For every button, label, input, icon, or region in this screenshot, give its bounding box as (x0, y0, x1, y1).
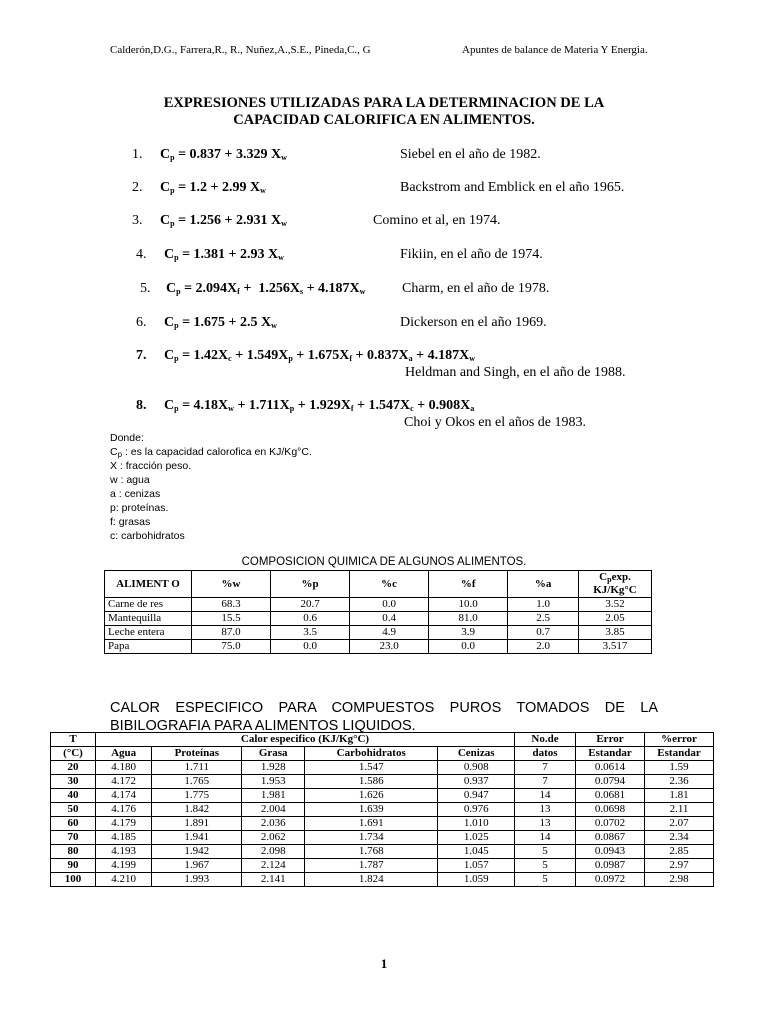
equation-7-ref: Heldman and Singh, en el año de 1988. (405, 365, 626, 380)
legend-heading: Donde: (110, 432, 144, 444)
table-cell: 1.842 (152, 803, 242, 817)
table-cell: 7 (515, 761, 576, 775)
header-authors: Calderón,D.G., Farrera,R., R., Nuñez,A.,S.E., Pineda,C., G (110, 44, 371, 56)
legend-a: a : cenizas (110, 488, 161, 500)
table-row (51, 873, 714, 887)
composition-caption: COMPOSICION QUIMICA DE ALGUNOS ALIMENTOS. (241, 556, 527, 568)
legend-p: p: proteínas. (110, 502, 169, 514)
table-cell: 1.626 (305, 789, 438, 803)
legend-c: c: carbohidratos (110, 530, 185, 542)
col-header: %c (350, 571, 429, 598)
table-row (51, 845, 714, 859)
table-cell: 0.0987 (576, 859, 645, 873)
table-cell: 2.141 (242, 873, 305, 887)
table-cell: 0.937 (438, 775, 515, 789)
table-cell: 2.36 (645, 775, 714, 789)
table-cell: 1.734 (305, 831, 438, 845)
table-row (105, 626, 652, 640)
equation-number: 4. (136, 247, 147, 262)
table-cell: 0.908 (438, 761, 515, 775)
specific-heat-table (50, 732, 714, 887)
table-cell: 87.0 (192, 626, 271, 640)
equation-8: 8. $C_p = 4.18X_w + 1.711X_p + 1.929X_f + 1.547X_c + 0.908X_a$ (136, 398, 475, 413)
col-header: Proteínas (152, 747, 242, 761)
table-cell: 0.0 (271, 640, 350, 654)
table-cell: 2.5 (508, 612, 579, 626)
table-cell: 1.045 (438, 845, 515, 859)
table-cell: 0.6 (271, 612, 350, 626)
table-row (51, 803, 714, 817)
table-cell: 5 (515, 873, 576, 887)
col-header: %f (429, 571, 508, 598)
table-cell: 4.210 (96, 873, 152, 887)
table-cell: 1.787 (305, 859, 438, 873)
temperature-cell: 90 (51, 859, 96, 873)
table-cell: 7 (515, 775, 576, 789)
table-cell: 23.0 (350, 640, 429, 654)
equation-2: 2. $C_p = 1.2 + 2.99$ $X_w$ (132, 180, 266, 195)
table-cell: 1.586 (305, 775, 438, 789)
legend-f: f: grasas (110, 516, 151, 528)
equation-5-ref: Charm, en el año de 1978. (402, 281, 550, 296)
table-cell: 1.711 (152, 761, 242, 775)
equation-3: 3. $C_p = 1.256 + 2.931$ $X_w$ (132, 213, 287, 228)
specific-heat-caption: CALOR ESPECIFICO PARA COMPUESTOS PUROS TOMADOS DE LA BIBILOGRAFIA PARA ALIMENTOS LIQUIDOS. (110, 700, 658, 734)
equation-2-ref: Backstrom and Emblick en el año 1965. (400, 180, 625, 195)
col-header-pct: %error (645, 733, 714, 747)
food-name-cell: Mantequilla (105, 612, 192, 626)
temperature-cell: 30 (51, 775, 96, 789)
col-header: %p (271, 571, 350, 598)
equation-7: 7. $C_p = 1.42X_c + 1.549X_p + 1.675X_f + 0.837X_a + 4.187X_w$ (136, 348, 476, 363)
table-cell: 75.0 (192, 640, 271, 654)
table-row (105, 640, 652, 654)
table-cell: 1.993 (152, 873, 242, 887)
table-cell: 1.824 (305, 873, 438, 887)
food-name-cell: Papa (105, 640, 192, 654)
table-cell: 0.0681 (576, 789, 645, 803)
table-cell: 0.947 (438, 789, 515, 803)
table-cell: 2.098 (242, 845, 305, 859)
table-row (105, 598, 652, 612)
table-cell: 2.07 (645, 817, 714, 831)
page-title-line2: CAPACIDAD CALORIFICA EN ALIMENTOS. (233, 112, 535, 128)
table-cell: 1.059 (438, 873, 515, 887)
table-cell: 3.517 (579, 640, 652, 654)
table-cell: 2.85 (645, 845, 714, 859)
table-cell: 4.172 (96, 775, 152, 789)
table-cell: 4.179 (96, 817, 152, 831)
table-cell: 1.0 (508, 598, 579, 612)
table-cell: 0.0972 (576, 873, 645, 887)
col-header-t: T (51, 733, 96, 747)
temperature-cell: 70 (51, 831, 96, 845)
col-header-cp: $C_p\exp$. KJ/Kg°C (579, 571, 652, 598)
table-row (51, 789, 714, 803)
table-cell: 1.639 (305, 803, 438, 817)
col-header-pct-2: Estandar (645, 747, 714, 761)
table-cell: 0.0943 (576, 845, 645, 859)
table-cell: 15.5 (192, 612, 271, 626)
table-cell: 1.057 (438, 859, 515, 873)
table-cell: 2.11 (645, 803, 714, 817)
table-row (51, 817, 714, 831)
table-cell: 81.0 (429, 612, 508, 626)
table-cell: 1.768 (305, 845, 438, 859)
equation-number: 2. (132, 180, 143, 195)
equation-1: 1. $C_p = 0.837 + 3.329$ $X_w$ (132, 147, 287, 162)
equation-1-ref: Siebel en el año de 1982. (400, 147, 541, 162)
equation-number: 5. (140, 281, 151, 296)
col-header: Agua (96, 747, 152, 761)
table-cell: 14 (515, 831, 576, 845)
temperature-cell: 40 (51, 789, 96, 803)
table-cell: 5 (515, 859, 576, 873)
table-cell: 0.0 (350, 598, 429, 612)
table-cell: 1.928 (242, 761, 305, 775)
temperature-cell: 60 (51, 817, 96, 831)
table-cell: 10.0 (429, 598, 508, 612)
table-cell: 1.010 (438, 817, 515, 831)
table-cell: 0.0698 (576, 803, 645, 817)
equation-number: 1. (132, 147, 143, 162)
col-header: Cenizas (438, 747, 515, 761)
table-cell: 1.81 (645, 789, 714, 803)
table-cell: 1.775 (152, 789, 242, 803)
table-cell: 1.025 (438, 831, 515, 845)
table-cell: 1.967 (152, 859, 242, 873)
table-cell: 13 (515, 817, 576, 831)
table-cell: 0.0867 (576, 831, 645, 845)
legend-cp: $C_p$ : es la capacidad calorofica en KJ/Kg°C. (110, 446, 312, 459)
col-header-err-2: Estandar (576, 747, 645, 761)
table-cell: 1.953 (242, 775, 305, 789)
table-cell: 2.98 (645, 873, 714, 887)
table-row (51, 831, 714, 845)
table-row (51, 761, 714, 775)
table-cell: 2.124 (242, 859, 305, 873)
col-header: Grasa (242, 747, 305, 761)
table-cell: 1.547 (305, 761, 438, 775)
page-number: 1 (380, 956, 388, 971)
table-cell: 3.9 (429, 626, 508, 640)
col-header: %w (192, 571, 271, 598)
table-cell: 0.0614 (576, 761, 645, 775)
table-cell: 4.185 (96, 831, 152, 845)
table-cell: 2.036 (242, 817, 305, 831)
equation-number: 3. (132, 213, 143, 228)
table-cell: 1.59 (645, 761, 714, 775)
legend-w: w : agua (110, 474, 150, 486)
equation-number: 7. (136, 348, 147, 363)
equation-8-ref: Choi y Okos en el años de 1983. (404, 415, 586, 430)
temperature-cell: 80 (51, 845, 96, 859)
table-cell: 0.0794 (576, 775, 645, 789)
equation-4-ref: Fikiin, en el año de 1974. (400, 247, 543, 262)
col-header: ALIMENT O (105, 571, 192, 598)
col-header-n-2: datos (515, 747, 576, 761)
equation-number: 6. (136, 315, 147, 330)
table-cell: 4.9 (350, 626, 429, 640)
table-cell: 20.7 (271, 598, 350, 612)
col-header: Carbohidratos (305, 747, 438, 761)
table-cell: 2.004 (242, 803, 305, 817)
table-row (105, 612, 652, 626)
table-cell: 2.0 (508, 640, 579, 654)
temperature-cell: 50 (51, 803, 96, 817)
table-cell: 4.193 (96, 845, 152, 859)
food-name-cell: Carne de res (105, 598, 192, 612)
table-row (51, 775, 714, 789)
equation-4: 4. $C_p = 1.381 + 2.93$ $X_w$ (136, 247, 284, 262)
table-cell: 1.981 (242, 789, 305, 803)
table-cell: 3.5 (271, 626, 350, 640)
table-cell: 13 (515, 803, 576, 817)
table-cell: 1.941 (152, 831, 242, 845)
table-cell: 1.942 (152, 845, 242, 859)
equation-3-ref: Comino et al, en 1974. (373, 213, 501, 228)
table-cell: 2.34 (645, 831, 714, 845)
table-cell: 1.765 (152, 775, 242, 789)
table-row (51, 859, 714, 873)
table-cell: 0.0702 (576, 817, 645, 831)
temperature-cell: 100 (51, 873, 96, 887)
legend-x: X : fracción peso. (110, 460, 192, 472)
table-cell: 4.180 (96, 761, 152, 775)
equation-5: 5. $C_p = 2.094X_f + 1.256X_s + 4.187X_w$ (140, 281, 366, 296)
col-header: %a (508, 571, 579, 598)
specific-heat-subheader-row (51, 747, 714, 761)
specific-heat-header-row (51, 733, 714, 747)
composition-header-row (105, 571, 652, 598)
table-cell: 5 (515, 845, 576, 859)
table-cell: 0.976 (438, 803, 515, 817)
table-cell: 68.3 (192, 598, 271, 612)
page-title-line1: EXPRESIONES UTILIZADAS PARA LA DETERMINACION DE LA (163, 95, 605, 111)
equation-6-ref: Dickerson en el año 1969. (400, 315, 547, 330)
table-cell: 4.199 (96, 859, 152, 873)
food-name-cell: Leche entera (105, 626, 192, 640)
header-subject: Apuntes de balance de Materia Y Energia. (462, 44, 648, 56)
col-header-group: Calor especifico (KJ/Kg°C) (96, 733, 515, 747)
table-cell: 4.174 (96, 789, 152, 803)
composition-table (104, 570, 652, 654)
col-header-err: Error (576, 733, 645, 747)
col-header-t-unit: (°C) (51, 747, 96, 761)
table-cell: 1.891 (152, 817, 242, 831)
equation-6: 6. $C_p = 1.675 + 2.5$ $X_w$ (136, 315, 277, 330)
table-cell: 2.97 (645, 859, 714, 873)
table-cell: 3.52 (579, 598, 652, 612)
table-cell: 2.062 (242, 831, 305, 845)
table-cell: 2.05 (579, 612, 652, 626)
col-header-n: No.de (515, 733, 576, 747)
table-cell: 14 (515, 789, 576, 803)
table-cell: 0.4 (350, 612, 429, 626)
table-cell: 0.7 (508, 626, 579, 640)
temperature-cell: 20 (51, 761, 96, 775)
table-cell: 0.0 (429, 640, 508, 654)
table-cell: 3.85 (579, 626, 652, 640)
table-cell: 4.176 (96, 803, 152, 817)
equation-number: 8. (136, 398, 147, 413)
table-cell: 1.691 (305, 817, 438, 831)
